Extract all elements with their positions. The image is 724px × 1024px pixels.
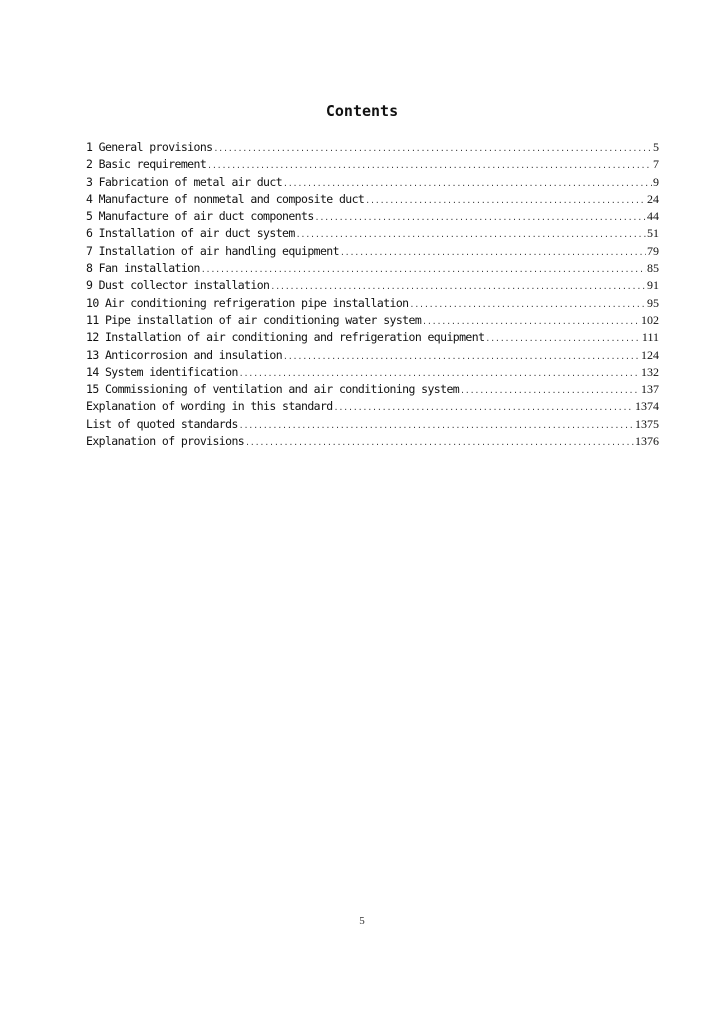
toc-leader-dots (334, 403, 634, 412)
toc-entry-label: 7 Installation of air handling equipment (86, 243, 339, 258)
toc-entry-page: 95 (647, 295, 659, 310)
toc-entry[interactable] (86, 261, 659, 278)
toc-entry-page: 132 (641, 364, 659, 379)
table-of-contents (86, 140, 659, 451)
toc-entry-label: Explanation of provisions (86, 434, 245, 449)
toc-entry-page: 102 (641, 312, 659, 327)
toc-entry-label: List of quoted standards (86, 416, 238, 431)
toc-leader-dots (460, 386, 640, 395)
toc-entry-page: 9 (653, 174, 659, 189)
toc-leader-dots (340, 248, 646, 257)
page-number: 5 (359, 915, 365, 927)
toc-entry-label: 9 Dust collector installation (86, 278, 270, 293)
toc-entry-page: 1375 (635, 416, 659, 431)
toc-leader-dots (213, 144, 652, 153)
toc-leader-dots (485, 334, 641, 343)
toc-entry[interactable] (86, 296, 659, 313)
toc-entry-label: Explanation of wording in this standard (86, 399, 333, 414)
toc-entry-label: 6 Installation of air duct system (86, 226, 295, 241)
toc-leader-dots (315, 213, 646, 222)
toc-entry-page: 137 (641, 382, 659, 397)
toc-entry[interactable] (86, 226, 659, 243)
toc-entry-page: 7 (653, 157, 659, 172)
toc-entry-page: 124 (641, 347, 659, 362)
toc-entry-page: 51 (647, 226, 659, 241)
toc-entry-label: 11 Pipe installation of air conditioning water system (86, 312, 422, 327)
page-title: Contents (325, 102, 399, 120)
toc-leader-dots (410, 300, 646, 309)
toc-entry-label: 5 Manufacture of air duct components (86, 209, 314, 224)
toc-entry[interactable] (86, 244, 659, 261)
toc-entry-page: 91 (647, 278, 659, 293)
toc-entry[interactable] (86, 434, 659, 451)
toc-leader-dots (270, 282, 646, 291)
toc-entry-page: 1376 (635, 434, 659, 449)
toc-entry-label: 8 Fan installation (86, 261, 200, 276)
toc-entry[interactable] (86, 157, 659, 174)
toc-entry[interactable] (86, 417, 659, 434)
toc-entry-label: 4 Manufacture of nonmetal and composite duct (86, 191, 365, 206)
toc-entry[interactable] (86, 365, 659, 382)
toc-entry-label: 10 Air conditioning refrigeration pipe installation (86, 295, 409, 310)
toc-entry[interactable] (86, 313, 659, 330)
toc-entry-page: 111 (641, 330, 659, 345)
toc-entry[interactable] (86, 382, 659, 399)
toc-entry-label: 14 System identification (86, 364, 238, 379)
toc-leader-dots (296, 230, 646, 239)
toc-leader-dots (239, 369, 640, 378)
toc-entry-label: 3 Fabrication of metal air duct (86, 174, 283, 189)
toc-entry-page: 44 (647, 209, 659, 224)
toc-entry-page: 79 (647, 243, 659, 258)
toc-leader-dots (365, 196, 646, 205)
toc-leader-dots (239, 421, 634, 430)
toc-entry[interactable] (86, 278, 659, 295)
toc-entry[interactable] (86, 140, 659, 157)
toc-entry[interactable] (86, 348, 659, 365)
toc-entry[interactable] (86, 175, 659, 192)
toc-leader-dots (245, 438, 634, 447)
toc-entry-label: 12 Installation of air conditioning and refrigeration equipment (86, 330, 485, 345)
toc-leader-dots (207, 161, 652, 170)
toc-entry-label: 15 Commissioning of ventilation and air conditioning system (86, 382, 460, 397)
toc-leader-dots (422, 317, 640, 326)
toc-leader-dots (283, 179, 652, 188)
toc-entry-page: 24 (647, 191, 659, 206)
toc-entry-label: 1 General provisions (86, 140, 213, 154)
toc-entry-page: 1374 (635, 399, 659, 414)
toc-leader-dots (283, 352, 640, 361)
toc-entry-label: 13 Anticorrosion and insulation (86, 347, 283, 362)
toc-entry[interactable] (86, 209, 659, 226)
toc-entry-label: 2 Basic requirement (86, 157, 207, 172)
toc-entry[interactable] (86, 399, 659, 416)
toc-entry-page: 85 (647, 261, 659, 276)
toc-entry[interactable] (86, 192, 659, 209)
toc-leader-dots (201, 265, 646, 274)
toc-entry-page: 5 (653, 140, 659, 154)
toc-entry[interactable] (86, 330, 659, 347)
